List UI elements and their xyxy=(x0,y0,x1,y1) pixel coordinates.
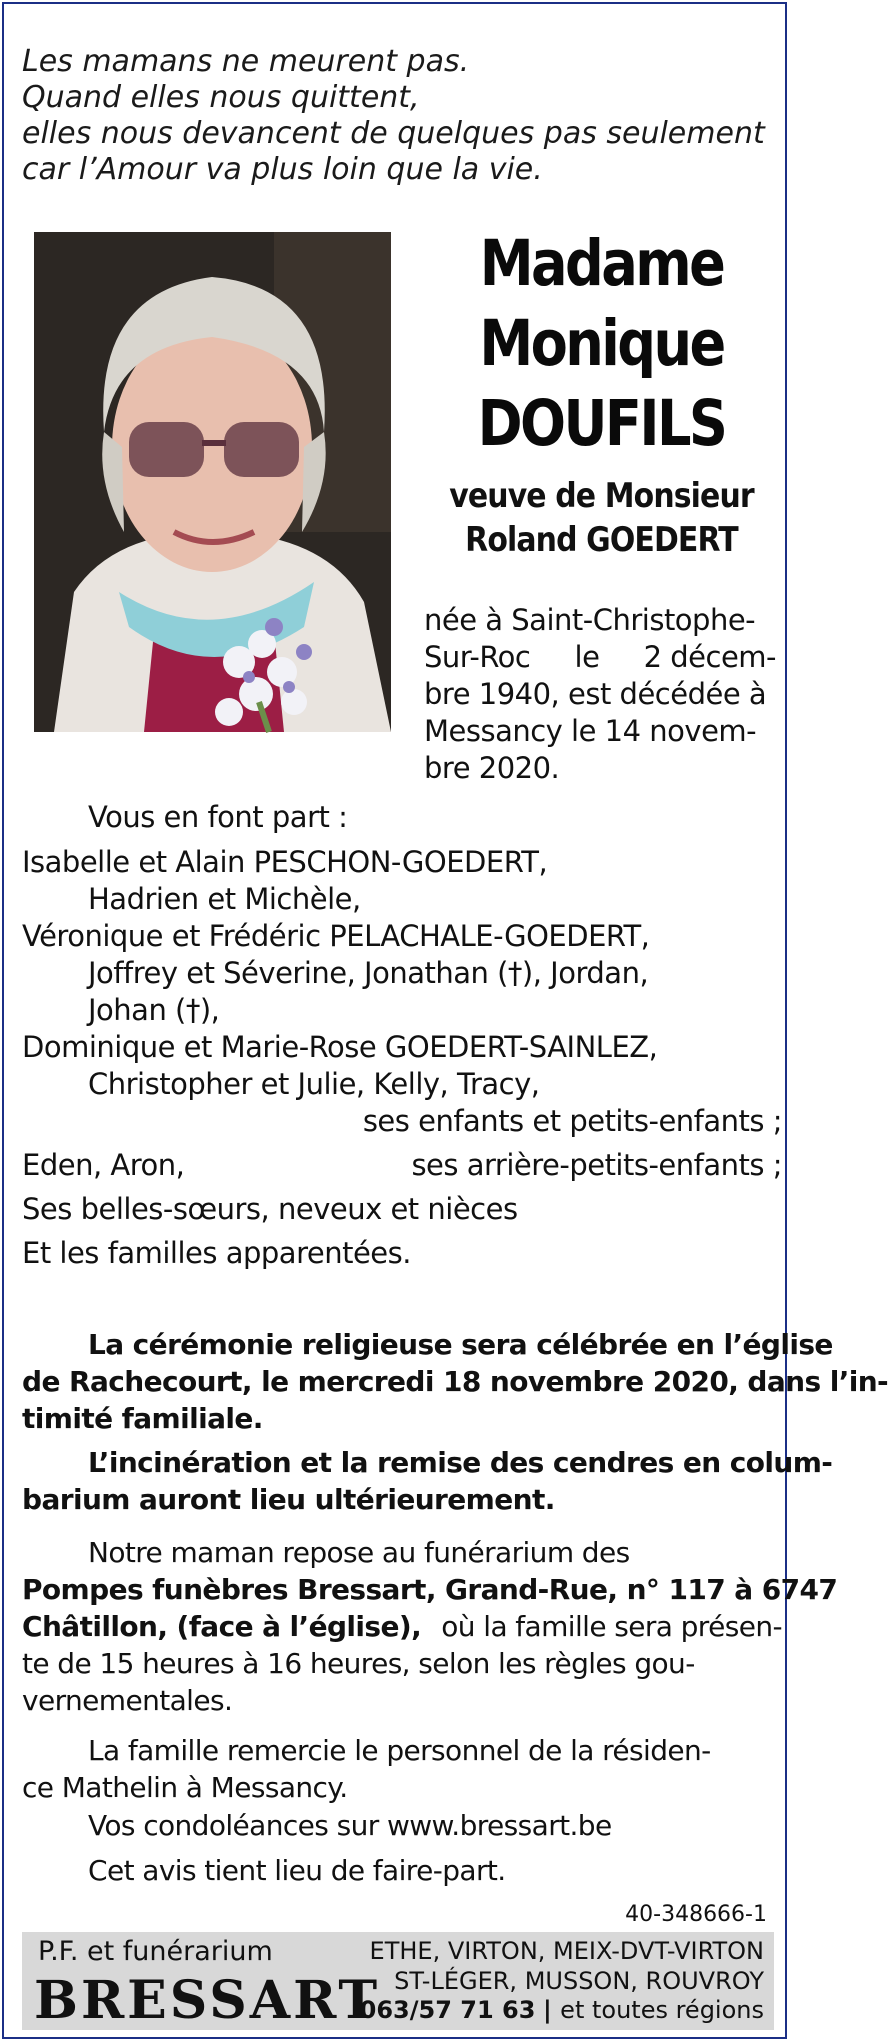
family-line: Isabelle et Alain PESCHON-GOEDERT, xyxy=(22,845,548,879)
regions-text: et toutes régions xyxy=(560,1996,764,2024)
birth-line xyxy=(424,639,776,676)
birth-line xyxy=(424,750,776,787)
cremation-paragraph xyxy=(22,1444,833,1518)
deceased-last-name: DOUFILS xyxy=(477,387,726,460)
towns-line: ST-LÉGER, MUSSON, ROUVROY xyxy=(394,1967,764,1995)
birth-line xyxy=(424,676,776,713)
cremation-line: L’incinération et la remise des cendres en colum- xyxy=(88,1446,833,1479)
ceremony-line: timité familiale. xyxy=(22,1402,263,1435)
quote-line: Les mamans ne meurent pas. xyxy=(22,44,470,79)
notice-text: Cet avis tient lieu de faire-part. xyxy=(88,1854,506,1887)
birth-death-details xyxy=(424,602,776,787)
funeral-home-paragraph xyxy=(22,1534,838,1719)
quote-line: elles nous devancent de quelques pas seulement xyxy=(22,116,765,151)
funeral-home-line: te de 15 heures à 16 heures, selon les règles gou- xyxy=(22,1647,695,1680)
deceased-title: Madame xyxy=(479,227,724,300)
funeral-home-line: Notre maman repose au funérarium des xyxy=(88,1536,630,1569)
family-line xyxy=(22,1103,782,1140)
thanks-line: La famille remercie le personnel de la résiden- xyxy=(88,1734,711,1767)
funeral-home-line: vernementales. xyxy=(22,1684,233,1717)
birth-line xyxy=(424,713,776,750)
advert-tagline: P.F. et funérarium xyxy=(38,1936,273,1967)
deceased-first-name: Monique xyxy=(479,307,724,380)
relation-label: ses enfants et petits-enfants ; xyxy=(362,1104,782,1138)
ceremony-line: de Rachecourt, le mercredi 18 novembre 2020, dans l’in- xyxy=(22,1365,888,1398)
birth-text: 2 décem- xyxy=(643,640,776,674)
family-line: Dominique et Marie-Rose GOEDERT-SAINLEZ, xyxy=(22,1030,658,1064)
family-line: Hadrien et Michèle, xyxy=(88,882,361,916)
family-names: Eden, Aron, xyxy=(22,1148,185,1182)
relation-label: ses arrière-petits-enfants ; xyxy=(411,1148,782,1182)
family-line: Johan (†), xyxy=(88,993,220,1027)
funeral-home-line xyxy=(22,1608,782,1645)
obituary-notice xyxy=(2,2,888,2039)
notice-line xyxy=(22,1852,782,1889)
towns-line: ETHE, VIRTON, MEIX-DVT-VIRTON xyxy=(369,1937,764,1965)
birth-text: bre 1940, est décédée à xyxy=(424,677,767,711)
family-line: Véronique et Frédéric PELACHALE-GOEDERT, xyxy=(22,919,650,953)
advert-contact xyxy=(360,1996,764,2024)
thanks-line: ce Mathelin à Messancy. xyxy=(22,1771,348,1804)
family-line: Et les familles apparentées. xyxy=(22,1236,411,1270)
family-line: Christopher et Julie, Kelly, Tracy, xyxy=(88,1067,540,1101)
advert-towns xyxy=(370,1936,764,1996)
birth-line xyxy=(424,602,776,639)
phone-number: 063/57 71 63 xyxy=(359,1996,536,2024)
reference-number: 40-348666-1 xyxy=(625,1902,767,1927)
spouse-line-2: Roland GOEDERT xyxy=(465,520,738,560)
family-list xyxy=(22,799,782,1272)
deceased-name-block xyxy=(419,224,784,562)
birth-text: Messancy le 14 novem- xyxy=(424,714,757,748)
birth-text: Sur-Roc xyxy=(424,640,531,674)
condolences-text: Vos condoléances sur www.bressart.be xyxy=(88,1809,612,1842)
portrait-photo xyxy=(34,232,391,732)
spouse-line xyxy=(441,474,762,562)
cremation-line: barium auront lieu ultérieurement. xyxy=(22,1483,555,1516)
quote-line: car l’Amour va plus loin que la vie. xyxy=(22,152,543,187)
family-line xyxy=(22,1147,782,1184)
funeral-home-text: où la famille sera présen- xyxy=(441,1610,782,1643)
thanks-paragraph xyxy=(22,1732,782,1806)
advert-logo: BRESSART xyxy=(34,1970,381,2031)
ceremony-paragraph xyxy=(22,1326,888,1437)
family-line: Joffrey et Séverine, Jonathan (†), Jordan, xyxy=(88,956,649,990)
spouse-line-1: veuve de Monsieur xyxy=(449,476,754,516)
birth-text: née à Saint-Christophe- xyxy=(424,603,756,637)
memorial-quote xyxy=(22,44,782,188)
quote-line: Quand elles nous quittent, xyxy=(22,80,420,115)
separator-bar: | xyxy=(543,1996,561,2024)
funeral-home-advert xyxy=(22,1932,774,2030)
birth-text: le xyxy=(574,640,600,674)
birth-text: bre 2020. xyxy=(424,751,560,785)
condolences-line xyxy=(22,1807,782,1844)
family-line: Ses belles-sœurs, neveux et nièces xyxy=(22,1192,518,1226)
family-intro: Vous en font part : xyxy=(88,800,348,834)
funeral-home-address: Châtillon, (face à l’église), xyxy=(22,1610,422,1643)
portrait-illustration xyxy=(34,232,391,732)
ceremony-line: La cérémonie religieuse sera célébrée en l’église xyxy=(88,1328,833,1361)
funeral-home-line: Pompes funèbres Bressart, Grand-Rue, n° 117 à 6747 xyxy=(22,1573,838,1606)
